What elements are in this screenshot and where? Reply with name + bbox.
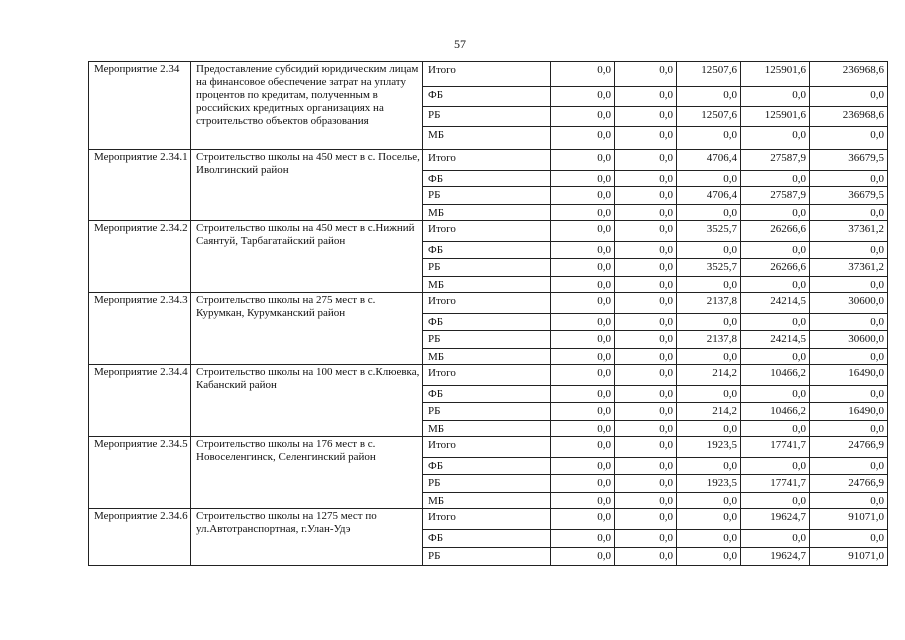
amount-cell: 0,0 — [551, 293, 615, 314]
funding-source-cell: ФБ — [423, 242, 551, 259]
amount-cell: 0,0 — [810, 277, 888, 293]
funding-source-cell: ФБ — [423, 386, 551, 403]
amount-cell: 0,0 — [677, 127, 741, 150]
amount-cell: 0,0 — [810, 421, 888, 437]
amount-cell: 0,0 — [677, 277, 741, 293]
amount-cell: 10466,2 — [741, 365, 810, 386]
funding-source-cell: МБ — [423, 127, 551, 150]
funding-source-cell: МБ — [423, 277, 551, 293]
amount-cell: 236968,6 — [810, 62, 888, 87]
funding-source-cell: Итого — [423, 62, 551, 87]
funding-source-cell: ФБ — [423, 530, 551, 548]
amount-cell: 0,0 — [677, 386, 741, 403]
amount-cell: 0,0 — [551, 475, 615, 493]
amount-cell: 0,0 — [615, 331, 677, 349]
amount-cell: 0,0 — [551, 277, 615, 293]
amount-cell: 0,0 — [615, 62, 677, 87]
amount-cell: 0,0 — [810, 349, 888, 365]
amount-cell: 0,0 — [677, 509, 741, 530]
amount-cell: 4706,4 — [677, 150, 741, 171]
funding-source-cell: РБ — [423, 187, 551, 205]
amount-cell: 19624,7 — [741, 509, 810, 530]
amount-cell: 0,0 — [677, 458, 741, 475]
amount-cell: 0,0 — [551, 314, 615, 331]
amount-cell: 0,0 — [741, 530, 810, 548]
amount-cell: 16490,0 — [810, 403, 888, 421]
funding-source-cell: Итого — [423, 150, 551, 171]
amount-cell: 37361,2 — [810, 221, 888, 242]
amount-cell: 3525,7 — [677, 221, 741, 242]
funding-source-cell: ФБ — [423, 314, 551, 331]
table-row — [89, 293, 888, 314]
amount-cell: 0,0 — [615, 293, 677, 314]
table-row — [89, 221, 888, 242]
amount-cell: 0,0 — [551, 62, 615, 87]
amount-cell: 125901,6 — [741, 62, 810, 87]
amount-cell: 0,0 — [615, 403, 677, 421]
amount-cell: 0,0 — [615, 548, 677, 566]
funding-source-cell: РБ — [423, 548, 551, 566]
funding-source-cell: Итого — [423, 437, 551, 458]
amount-cell: 24766,9 — [810, 437, 888, 458]
amount-cell: 27587,9 — [741, 150, 810, 171]
amount-cell: 91071,0 — [810, 548, 888, 566]
amount-cell: 12507,6 — [677, 107, 741, 127]
amount-cell: 0,0 — [741, 242, 810, 259]
amount-cell: 0,0 — [741, 458, 810, 475]
amount-cell: 3525,7 — [677, 259, 741, 277]
table-row — [89, 437, 888, 458]
amount-cell: 0,0 — [551, 403, 615, 421]
amount-cell: 4706,4 — [677, 187, 741, 205]
amount-cell: 0,0 — [551, 437, 615, 458]
event-description-cell: Строительство школы на 450 мест в с. Поселье, Иволгинский район — [191, 150, 423, 221]
amount-cell: 0,0 — [741, 277, 810, 293]
amount-cell: 24766,9 — [810, 475, 888, 493]
amount-cell: 0,0 — [810, 171, 888, 187]
amount-cell: 0,0 — [551, 150, 615, 171]
amount-cell: 0,0 — [551, 493, 615, 509]
amount-cell: 125901,6 — [741, 107, 810, 127]
amount-cell: 1923,5 — [677, 437, 741, 458]
amount-cell: 0,0 — [810, 386, 888, 403]
amount-cell: 30600,0 — [810, 331, 888, 349]
funding-source-cell: РБ — [423, 259, 551, 277]
table-row — [89, 150, 888, 171]
amount-cell: 0,0 — [615, 421, 677, 437]
amount-cell: 24214,5 — [741, 331, 810, 349]
event-id-cell: Мероприятие 2.34 — [89, 62, 191, 150]
amount-cell: 16490,0 — [810, 365, 888, 386]
event-id-cell: Мероприятие 2.34.6 — [89, 509, 191, 566]
amount-cell: 0,0 — [615, 349, 677, 365]
amount-cell: 37361,2 — [810, 259, 888, 277]
amount-cell: 36679,5 — [810, 187, 888, 205]
amount-cell: 0,0 — [615, 458, 677, 475]
amount-cell: 0,0 — [615, 107, 677, 127]
amount-cell: 0,0 — [551, 221, 615, 242]
amount-cell: 214,2 — [677, 403, 741, 421]
budget-table — [88, 61, 888, 566]
funding-source-cell: Итого — [423, 293, 551, 314]
amount-cell: 19624,7 — [741, 548, 810, 566]
amount-cell: 0,0 — [677, 548, 741, 566]
funding-source-cell: РБ — [423, 403, 551, 421]
amount-cell: 0,0 — [615, 475, 677, 493]
funding-source-cell: МБ — [423, 493, 551, 509]
amount-cell: 0,0 — [810, 87, 888, 107]
amount-cell: 214,2 — [677, 365, 741, 386]
event-description-cell: Строительство школы на 176 мест в с. Новоселенгинск, Селенгинский район — [191, 437, 423, 509]
funding-source-cell: ФБ — [423, 171, 551, 187]
funding-source-cell: РБ — [423, 107, 551, 127]
funding-source-cell: МБ — [423, 421, 551, 437]
amount-cell: 0,0 — [615, 314, 677, 331]
amount-cell: 0,0 — [741, 493, 810, 509]
amount-cell: 0,0 — [677, 530, 741, 548]
amount-cell: 0,0 — [551, 365, 615, 386]
amount-cell: 0,0 — [615, 127, 677, 150]
amount-cell: 0,0 — [615, 171, 677, 187]
amount-cell: 0,0 — [551, 171, 615, 187]
amount-cell: 0,0 — [615, 187, 677, 205]
amount-cell: 0,0 — [551, 205, 615, 221]
table-row — [89, 62, 888, 87]
amount-cell: 36679,5 — [810, 150, 888, 171]
amount-cell: 0,0 — [615, 259, 677, 277]
event-description-cell: Строительство школы на 1275 мест по ул.Автотранспортная, г.Улан-Удэ — [191, 509, 423, 566]
funding-source-cell: МБ — [423, 205, 551, 221]
amount-cell: 0,0 — [551, 509, 615, 530]
amount-cell: 0,0 — [551, 331, 615, 349]
amount-cell: 0,0 — [615, 277, 677, 293]
amount-cell: 0,0 — [551, 349, 615, 365]
event-id-cell: Мероприятие 2.34.2 — [89, 221, 191, 293]
funding-source-cell: ФБ — [423, 458, 551, 475]
amount-cell: 0,0 — [615, 87, 677, 107]
amount-cell: 0,0 — [810, 493, 888, 509]
amount-cell: 0,0 — [615, 205, 677, 221]
amount-cell: 10466,2 — [741, 403, 810, 421]
amount-cell: 0,0 — [615, 365, 677, 386]
amount-cell: 17741,7 — [741, 437, 810, 458]
amount-cell: 0,0 — [677, 493, 741, 509]
event-id-cell: Мероприятие 2.34.1 — [89, 150, 191, 221]
funding-source-cell: Итого — [423, 509, 551, 530]
amount-cell: 0,0 — [551, 87, 615, 107]
amount-cell: 27587,9 — [741, 187, 810, 205]
amount-cell: 2137,8 — [677, 331, 741, 349]
amount-cell: 0,0 — [810, 242, 888, 259]
amount-cell: 0,0 — [677, 87, 741, 107]
amount-cell: 0,0 — [551, 386, 615, 403]
amount-cell: 0,0 — [741, 314, 810, 331]
amount-cell: 17741,7 — [741, 475, 810, 493]
amount-cell: 0,0 — [615, 437, 677, 458]
amount-cell: 0,0 — [677, 205, 741, 221]
amount-cell: 0,0 — [677, 242, 741, 259]
event-description-cell: Строительство школы на 100 мест в с.Клюевка, Кабанский район — [191, 365, 423, 437]
amount-cell: 0,0 — [551, 127, 615, 150]
page-number: 57 — [454, 37, 466, 51]
amount-cell: 0,0 — [551, 259, 615, 277]
event-id-cell: Мероприятие 2.34.5 — [89, 437, 191, 509]
amount-cell: 0,0 — [741, 171, 810, 187]
amount-cell: 0,0 — [741, 421, 810, 437]
amount-cell: 0,0 — [551, 187, 615, 205]
funding-source-cell: РБ — [423, 331, 551, 349]
amount-cell: 0,0 — [810, 127, 888, 150]
amount-cell: 12507,6 — [677, 62, 741, 87]
amount-cell: 0,0 — [741, 127, 810, 150]
amount-cell: 0,0 — [551, 548, 615, 566]
amount-cell: 2137,8 — [677, 293, 741, 314]
amount-cell: 0,0 — [551, 458, 615, 475]
amount-cell: 0,0 — [677, 314, 741, 331]
amount-cell: 0,0 — [677, 421, 741, 437]
amount-cell: 236968,6 — [810, 107, 888, 127]
amount-cell: 0,0 — [810, 205, 888, 221]
amount-cell: 0,0 — [810, 530, 888, 548]
amount-cell: 0,0 — [810, 458, 888, 475]
event-description-cell: Строительство школы на 275 мест в с. Курумкан, Курумканский район — [191, 293, 423, 365]
amount-cell: 0,0 — [615, 221, 677, 242]
amount-cell: 0,0 — [551, 242, 615, 259]
amount-cell: 0,0 — [741, 205, 810, 221]
amount-cell: 0,0 — [615, 150, 677, 171]
amount-cell: 0,0 — [741, 349, 810, 365]
amount-cell: 26266,6 — [741, 221, 810, 242]
amount-cell: 0,0 — [615, 386, 677, 403]
amount-cell: 0,0 — [741, 87, 810, 107]
amount-cell: 0,0 — [551, 421, 615, 437]
amount-cell: 0,0 — [615, 530, 677, 548]
amount-cell: 91071,0 — [810, 509, 888, 530]
table-row — [89, 365, 888, 386]
funding-source-cell: Итого — [423, 365, 551, 386]
funding-source-cell: РБ — [423, 475, 551, 493]
amount-cell: 0,0 — [741, 386, 810, 403]
amount-cell: 26266,6 — [741, 259, 810, 277]
amount-cell: 0,0 — [551, 530, 615, 548]
table-row — [89, 509, 888, 530]
funding-source-cell: Итого — [423, 221, 551, 242]
event-id-cell: Мероприятие 2.34.3 — [89, 293, 191, 365]
amount-cell: 0,0 — [615, 509, 677, 530]
amount-cell: 0,0 — [810, 314, 888, 331]
amount-cell: 30600,0 — [810, 293, 888, 314]
event-description-cell: Строительство школы на 450 мест в с.Нижний Саянтуй, Тарбагатайский район — [191, 221, 423, 293]
event-id-cell: Мероприятие 2.34.4 — [89, 365, 191, 437]
amount-cell: 0,0 — [615, 493, 677, 509]
amount-cell: 0,0 — [677, 171, 741, 187]
event-description-cell: Предоставление субсидий юридическим лицам на финансовое обеспечение затрат на уплату процентов по кредитам, полученным в российских кредитных организациях на строительство объектов образования — [191, 62, 423, 150]
funding-source-cell: МБ — [423, 349, 551, 365]
amount-cell: 0,0 — [677, 349, 741, 365]
amount-cell: 0,0 — [615, 242, 677, 259]
amount-cell: 24214,5 — [741, 293, 810, 314]
amount-cell: 0,0 — [551, 107, 615, 127]
amount-cell: 1923,5 — [677, 475, 741, 493]
funding-source-cell: ФБ — [423, 87, 551, 107]
